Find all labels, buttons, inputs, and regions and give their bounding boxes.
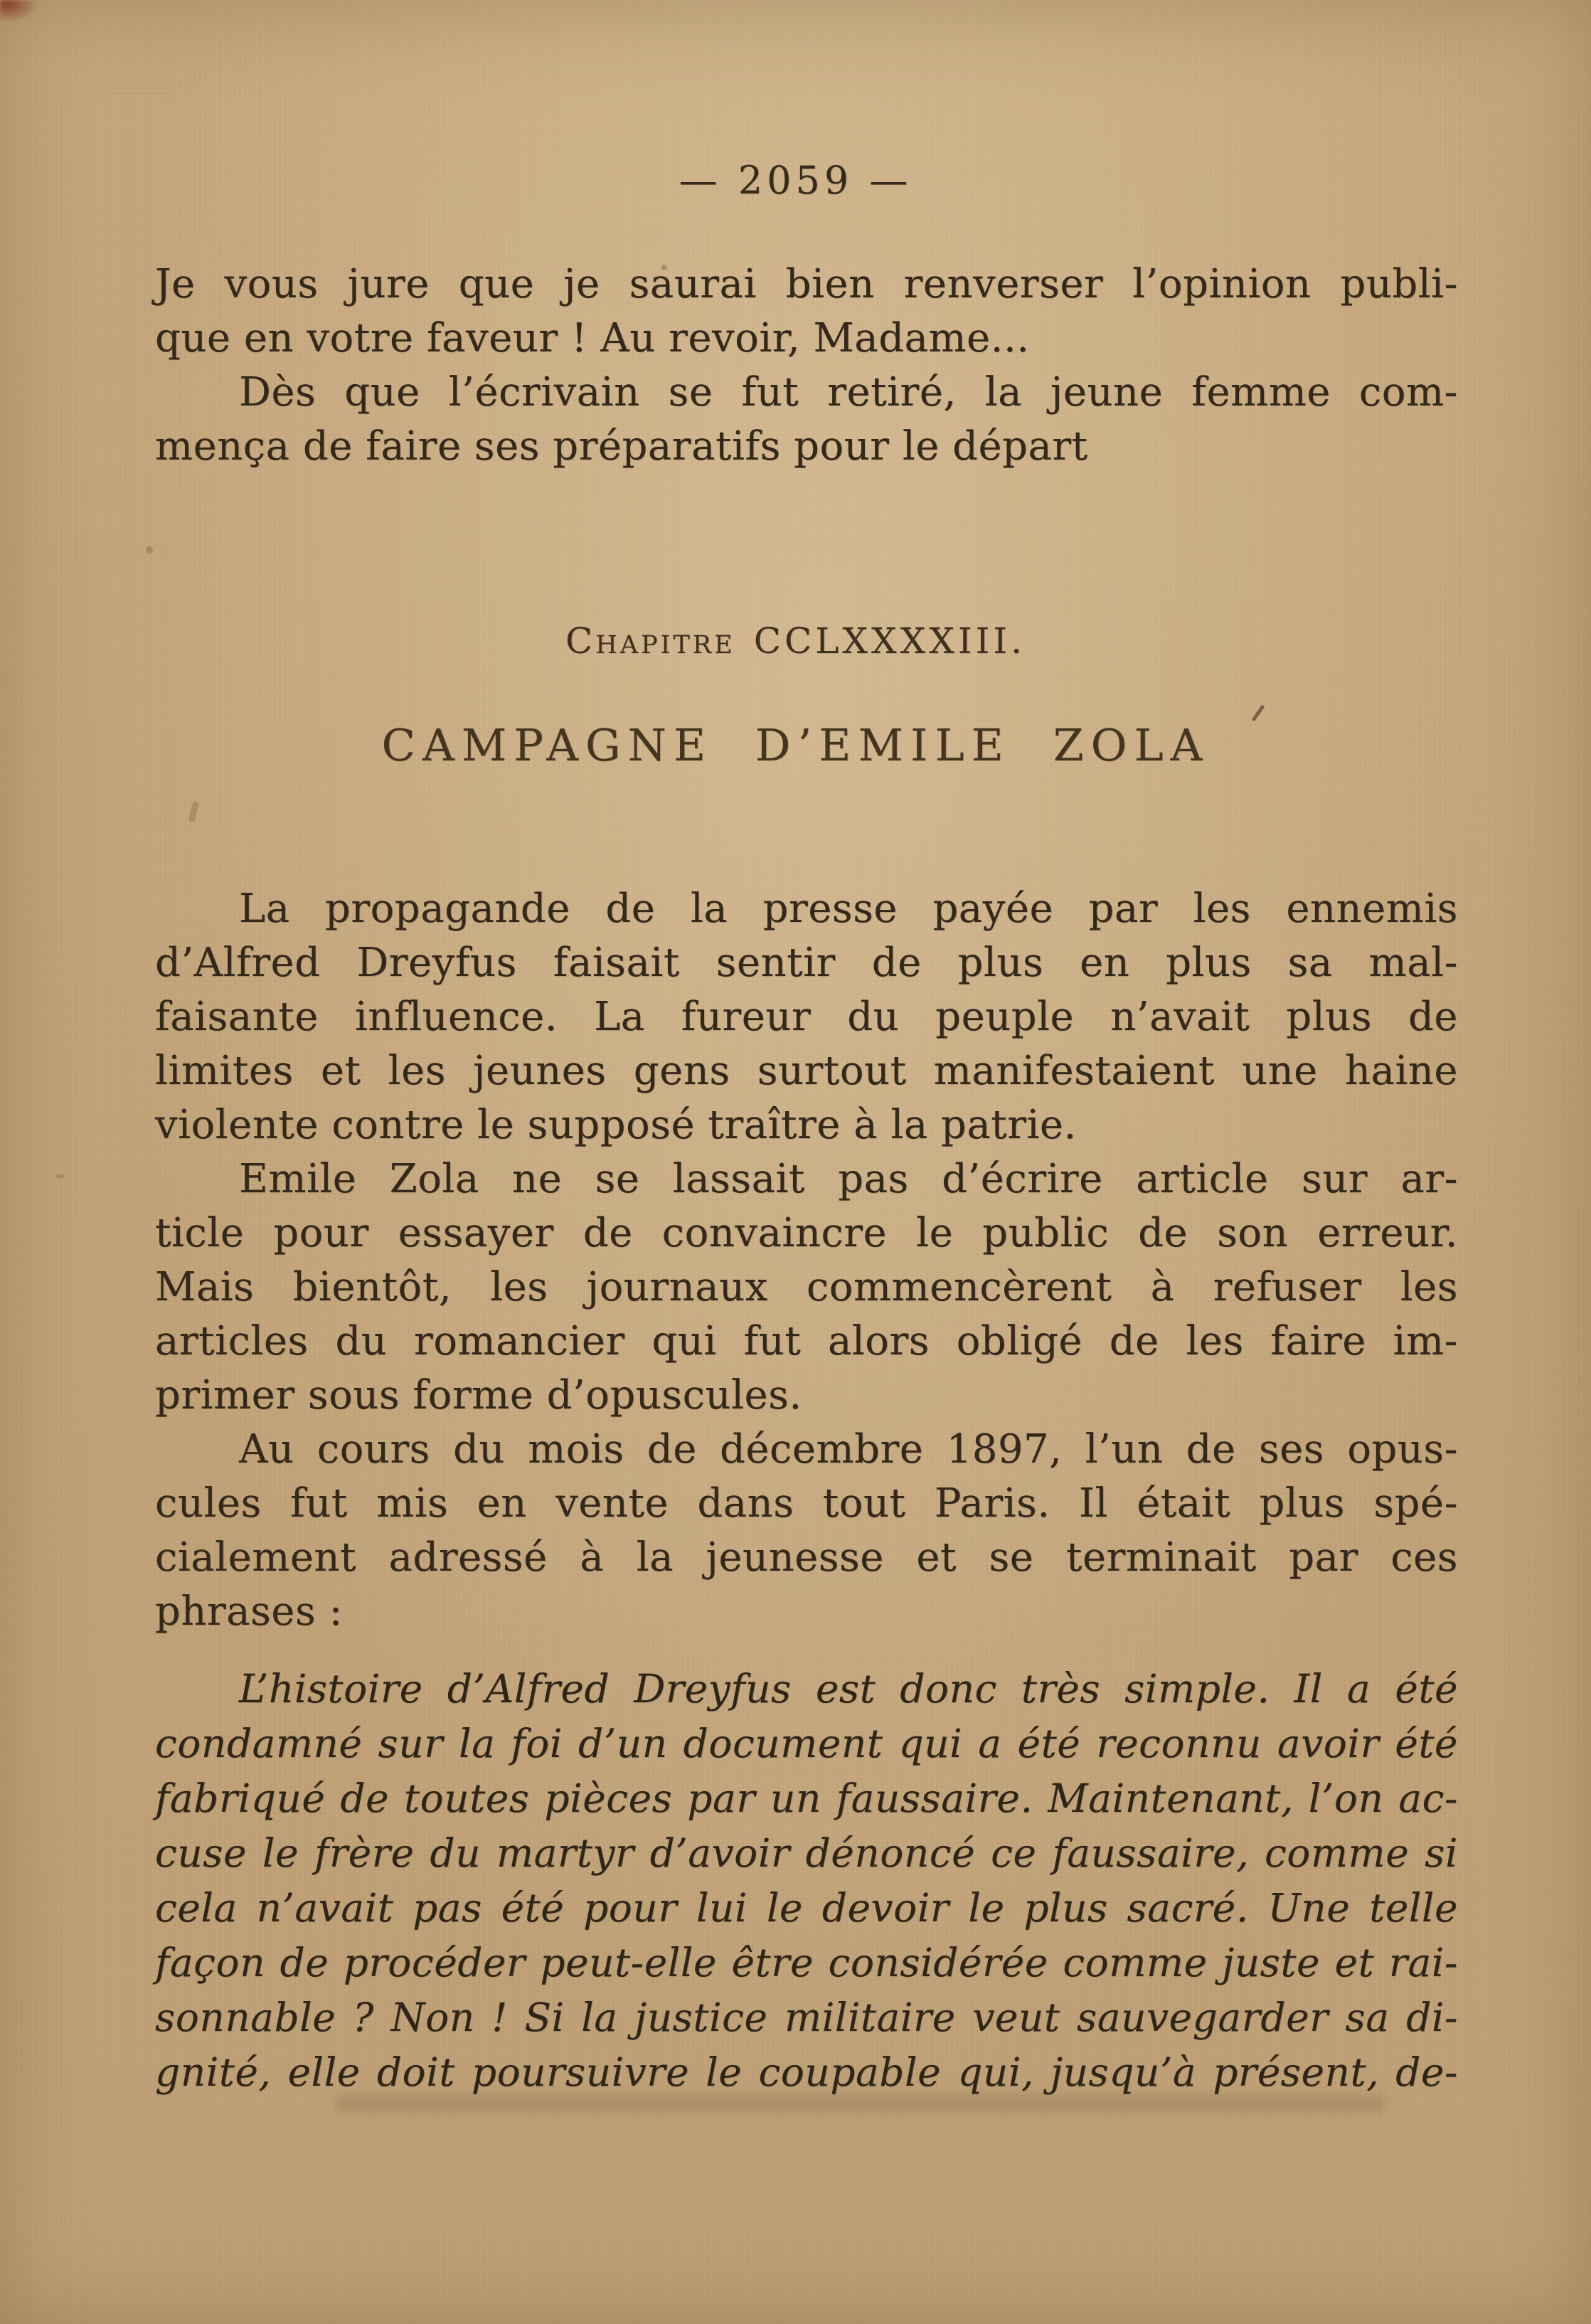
chapter-numeral: CCLXXXXIII. (753, 620, 1026, 662)
chapter-title: CAMPAGNE D’EMILE ZOLA (381, 719, 1210, 771)
text-line: cules fut mis en vente dans tout Paris. Il était plus spé- (155, 1480, 1458, 1527)
text-line: d’Alfred Dreyfus faisait sentir de plus en plus sa mal- (155, 940, 1458, 986)
text-line: condamné sur la foi d’un document qui a été reconnu avoir été (155, 1721, 1458, 1766)
text-line: violente contre le supposé traître à la patrie. (155, 1102, 1077, 1148)
quote-text-block (155, 1662, 1458, 2100)
text-line: ticle pour essayer de convaincre le public de son erreur. (155, 1210, 1458, 1256)
text-line: L’histoire d’Alfred Dreyfus est donc très simple. Il a été (239, 1666, 1458, 1712)
paragraph (155, 1423, 1458, 1639)
text-line: limites et les jeunes gens surtout manifestaient une haine (155, 1048, 1458, 1094)
text-line: articles du romancier qui fut alors obligé de les faire im- (155, 1318, 1458, 1364)
text-line: cialement adressé à la jeunesse et se terminait par ces (155, 1534, 1458, 1581)
text-line: Dès que l’écrivain se fut retiré, la jeune femme com- (239, 369, 1458, 415)
text-line: faisante influence. La fureur du peuple n’avait plus de (155, 994, 1458, 1040)
chapter-heading (0, 620, 1591, 662)
text-line: Mais bientôt, les journaux commencèrent à refuser les (155, 1264, 1458, 1310)
text-line: mença de faire ses préparatifs pour le départ (155, 423, 1088, 469)
corner-stain (0, 0, 37, 21)
paper-speck (146, 546, 153, 553)
page-number: — 2059 — (679, 158, 912, 203)
chapter-label: Chapitre (565, 620, 735, 662)
text-line: sonnable ? Non ! Si la justice militaire veut sauvegarder sa di- (155, 1995, 1458, 2040)
text-line: gnité, elle doit poursuivre le coupable qui, jusqu’à présent, de- (155, 2049, 1458, 2095)
paragraph (155, 366, 1458, 474)
text-line: La propagande de la presse payée par les ennemis (239, 886, 1458, 932)
paragraph (155, 882, 1458, 1152)
paper-speck (188, 800, 200, 822)
text-line: phrases : (155, 1588, 343, 1635)
text-line: primer sous forme d’opuscules. (155, 1372, 802, 1418)
text-line: cuse le frère du martyr d’avoir dénoncé ce faussaire, comme si (155, 1830, 1458, 1876)
intro-text-block (155, 258, 1458, 474)
body-text-block (155, 882, 1458, 1639)
text-line: que en votre faveur ! Au revoir, Madame... (155, 315, 1030, 361)
paper-speck (55, 1174, 64, 1179)
paragraph (155, 1662, 1458, 2100)
paragraph (155, 1152, 1458, 1423)
text-line: cela n’avait pas été pour lui le devoir le plus sacré. Une telle (155, 1885, 1458, 1931)
text-line: fabriqué de toutes pièces par un faussaire. Maintenant, l’on ac- (155, 1776, 1458, 1821)
text-line: Je vous jure que je saurai bien renverser l’opinion publi- (155, 261, 1458, 307)
text-line: Emile Zola ne se lassait pas d’écrire article sur ar- (239, 1156, 1458, 1202)
text-line: façon de procéder peut-elle être considérée comme juste et rai- (155, 1940, 1458, 1985)
text-line: Au cours du mois de décembre 1897, l’un de ses opus- (239, 1426, 1458, 1473)
paragraph (155, 258, 1458, 366)
